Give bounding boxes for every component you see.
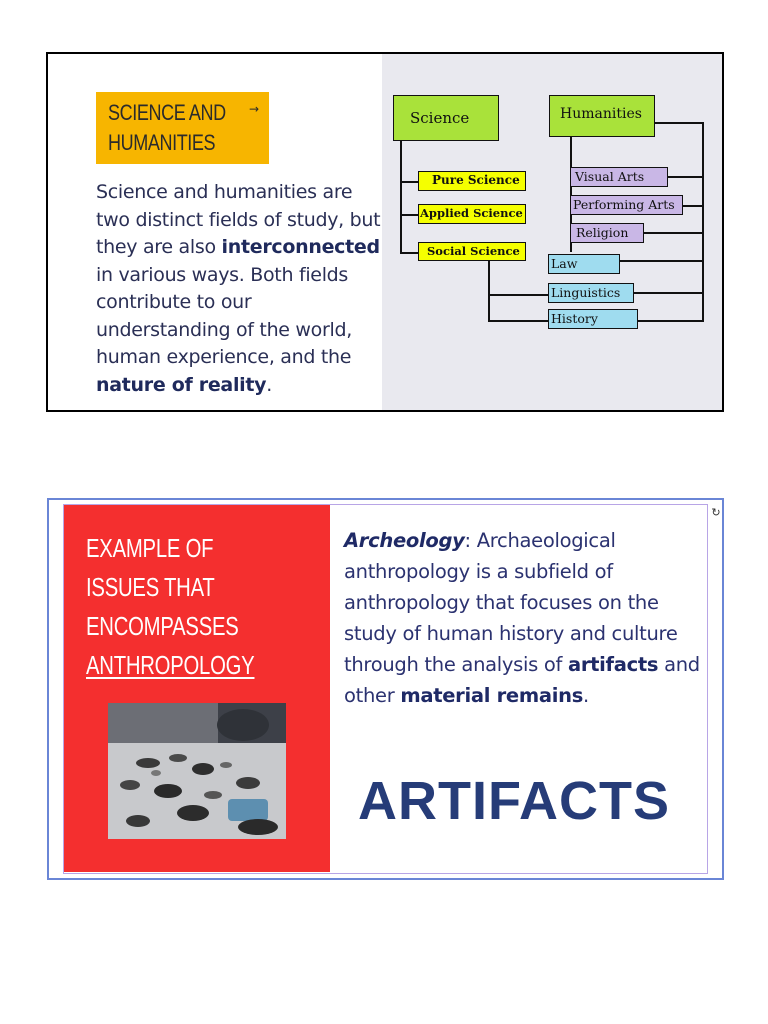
artifacts-photo-drawing xyxy=(108,703,286,839)
diagram-node-linguistics: Linguistics xyxy=(548,283,634,303)
title-line-2: ISSUES THAT xyxy=(86,572,215,602)
connector-line xyxy=(400,181,418,183)
para-text-2: in various ways. Both fields contribute to our understanding of the world, human experience, and the xyxy=(96,263,352,368)
slide1-paragraph xyxy=(96,179,386,399)
connector-line xyxy=(488,260,490,322)
slide1-title-tag xyxy=(96,92,269,164)
connector-line xyxy=(488,294,548,296)
slide1-title: SCIENCE AND HUMANITIES xyxy=(108,100,226,155)
connector-line xyxy=(620,260,702,262)
slide2-paragraph xyxy=(344,525,704,711)
title-line-3: ENCOMPASSES xyxy=(86,611,239,641)
connector-line xyxy=(400,252,418,254)
diagram-node-applied-science: Applied Science xyxy=(418,204,526,224)
diagram-node-humanities: Humanities xyxy=(549,95,655,137)
connector-line xyxy=(400,140,402,254)
diagram-node-science: Science xyxy=(393,95,499,141)
slide1-left-panel xyxy=(48,54,382,410)
term-archeology: Archeology xyxy=(344,529,465,552)
diagram-node-law: Law xyxy=(548,254,620,274)
para-text-3: . xyxy=(266,373,272,396)
connector-line xyxy=(638,320,702,322)
diagram-node-pure-science: Pure Science xyxy=(418,171,526,191)
connector-line xyxy=(668,176,702,178)
para-text-1: Science and humanities are two distinct fields of study, but they are also xyxy=(96,181,381,258)
diagram-node-visual-arts: Visual Arts xyxy=(570,167,668,187)
para2-text-2: and other xyxy=(344,653,700,707)
arrow-right-icon: → xyxy=(248,102,259,116)
para2-bold-material-remains: material remains xyxy=(400,684,584,707)
slide-anthropology xyxy=(47,498,724,880)
para-bold-interconnected: interconnected xyxy=(221,236,380,258)
slide-science-humanities xyxy=(46,52,724,412)
diagram-node-history: History xyxy=(548,309,638,329)
connector-line xyxy=(634,292,702,294)
refresh-icon[interactable]: ↻ xyxy=(711,506,721,519)
diagram-node-social-science: Social Science xyxy=(418,242,526,261)
title-line-1: EXAMPLE OF xyxy=(86,533,214,563)
connector-line xyxy=(655,122,703,124)
connector-line xyxy=(702,122,704,322)
slide1-diagram-panel xyxy=(382,54,722,410)
connector-line xyxy=(644,232,702,234)
slide2-red-panel xyxy=(64,505,330,872)
para2-text-3: . xyxy=(583,684,589,707)
slide2-inner-frame xyxy=(63,504,708,874)
para2-text-1: : Archaeological anthropology is a subfield of anthropology that focuses on the study of human history and culture through the analysis of xyxy=(344,529,678,676)
artifacts-heading: ARTIFACTS xyxy=(358,771,670,831)
connector-line xyxy=(400,214,418,216)
diagram-node-religion: Religion xyxy=(570,223,644,243)
connector-line xyxy=(488,320,548,322)
diagram-node-performing-arts: Performing Arts xyxy=(570,195,683,215)
title-line-anthropology: ANTHROPOLOGY xyxy=(86,650,255,680)
artifacts-photo xyxy=(108,703,286,839)
para2-bold-artifacts: artifacts xyxy=(567,653,659,676)
connector-line xyxy=(683,205,702,207)
slide2-title xyxy=(86,529,273,685)
para-bold-nature-of-reality: nature of reality xyxy=(96,373,267,396)
